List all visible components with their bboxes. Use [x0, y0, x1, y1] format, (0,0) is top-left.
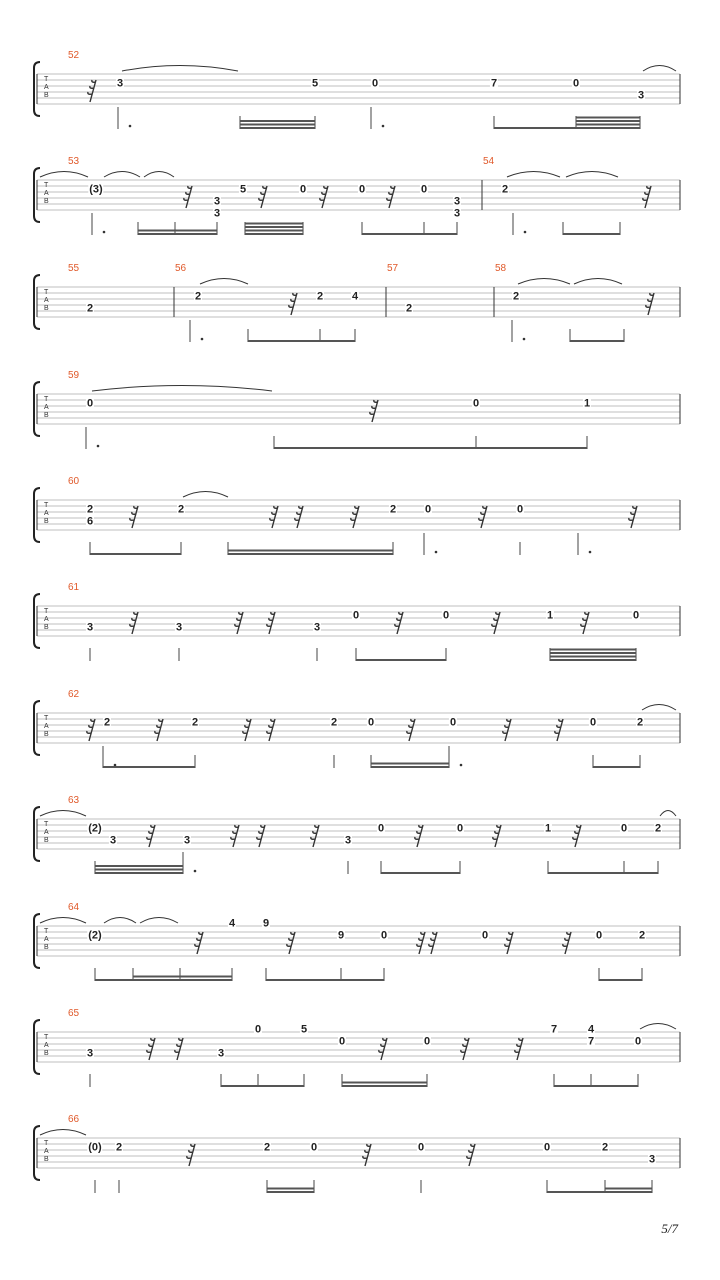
- rest: [295, 506, 303, 528]
- tab-clef-letter: B: [44, 624, 49, 631]
- rest: [257, 825, 265, 847]
- rest: [515, 1038, 523, 1060]
- beam: [605, 1188, 652, 1190]
- rest: [267, 719, 275, 741]
- tab-system: [0, 683, 720, 793]
- fret-number: (0): [88, 1141, 102, 1154]
- measure-number: 55: [68, 263, 80, 274]
- dot: [523, 338, 526, 341]
- measure-number: 58: [495, 263, 507, 274]
- fret-number: 0: [449, 716, 457, 729]
- rest: [243, 719, 251, 741]
- fret-number: (2): [88, 929, 102, 942]
- dot: [129, 125, 132, 128]
- fret-number: 3: [453, 207, 461, 220]
- rest: [88, 80, 96, 102]
- tie: [140, 918, 178, 924]
- measure-number: 53: [68, 156, 80, 167]
- beam: [240, 120, 315, 122]
- tab-system: [0, 896, 720, 1006]
- tab-system: [0, 364, 720, 474]
- beam: [95, 865, 183, 867]
- measure-number: 54: [483, 156, 495, 167]
- fret-number: 0: [86, 397, 94, 410]
- tab-system: [0, 150, 720, 260]
- fret-number: 2: [389, 503, 397, 516]
- tie: [40, 811, 86, 817]
- page-number: 5/7: [661, 1221, 678, 1236]
- rest: [563, 932, 571, 954]
- fret-number: 0: [572, 77, 580, 90]
- rest: [395, 612, 403, 634]
- fret-number: 0: [595, 929, 603, 942]
- fret-number: 0: [371, 77, 379, 90]
- fret-number: 3: [648, 1153, 656, 1166]
- fret-number: 0: [516, 503, 524, 516]
- beam: [356, 659, 446, 661]
- rest: [311, 825, 319, 847]
- fret-number: (2): [88, 822, 102, 835]
- fret-number: 0: [310, 1141, 318, 1154]
- fret-number: 2: [177, 503, 185, 516]
- rest: [231, 825, 239, 847]
- beam: [274, 447, 587, 449]
- tab-clef-letter: A: [44, 190, 49, 197]
- tab-clef-letter: A: [44, 84, 49, 91]
- tab-clef-letter: T: [44, 502, 49, 509]
- fret-number: 2: [316, 290, 324, 303]
- beam: [576, 120, 640, 122]
- fret-number: 1: [546, 609, 554, 622]
- tab-clef-letter: T: [44, 76, 49, 83]
- rest: [461, 1038, 469, 1060]
- rest: [363, 1144, 371, 1166]
- rest: [287, 932, 295, 954]
- fret-number: 0: [254, 1023, 262, 1036]
- beam: [576, 124, 640, 126]
- tab-clef-letter: B: [44, 412, 49, 419]
- beam: [494, 127, 576, 129]
- fret-number: 3: [116, 77, 124, 90]
- fret-number: 3: [86, 1047, 94, 1060]
- beam: [570, 340, 624, 342]
- tab-system: [0, 1002, 720, 1112]
- rest: [581, 612, 589, 634]
- rest: [130, 612, 138, 634]
- tie: [40, 172, 88, 178]
- beam: [342, 1085, 427, 1087]
- rest: [87, 719, 95, 741]
- fret-number: 0: [481, 929, 489, 942]
- dot: [435, 551, 438, 554]
- fret-number: 7: [587, 1035, 595, 1048]
- fret-number: 2: [191, 716, 199, 729]
- dot: [382, 125, 385, 128]
- fret-number: 1: [583, 397, 591, 410]
- beam: [245, 223, 303, 225]
- rest: [270, 506, 278, 528]
- rest: [415, 825, 423, 847]
- tie: [200, 279, 248, 285]
- rest: [370, 400, 378, 422]
- beam: [103, 766, 195, 768]
- fret-number: 3: [217, 1047, 225, 1060]
- measure-number: 65: [68, 1008, 80, 1019]
- tab-clef-letter: B: [44, 518, 49, 525]
- beam: [266, 979, 384, 981]
- tab-clef-letter: T: [44, 289, 49, 296]
- fret-number: 2: [115, 1141, 123, 1154]
- tab-system: [0, 1108, 720, 1218]
- fret-number: 0: [358, 183, 366, 196]
- fret-number: 2: [86, 302, 94, 315]
- tab-clef-letter: T: [44, 608, 49, 615]
- rest: [235, 612, 243, 634]
- beam: [95, 869, 183, 871]
- tab-clef-letter: B: [44, 305, 49, 312]
- beam: [138, 230, 217, 232]
- fret-number: 9: [262, 917, 270, 930]
- rest: [417, 932, 425, 954]
- tab-system: [0, 44, 720, 154]
- rest: [573, 825, 581, 847]
- fret-number: 2: [601, 1141, 609, 1154]
- fret-number: 0: [543, 1141, 551, 1154]
- dot: [524, 231, 527, 234]
- fret-number: 2: [501, 183, 509, 196]
- rest: [379, 1038, 387, 1060]
- beam: [267, 1188, 314, 1190]
- rest: [479, 506, 487, 528]
- beam: [605, 1191, 652, 1193]
- rest: [503, 719, 511, 741]
- fret-number: (3): [89, 183, 103, 196]
- beam: [550, 652, 636, 654]
- rest: [493, 825, 501, 847]
- rest: [289, 293, 297, 315]
- fret-number: 2: [194, 290, 202, 303]
- beam: [95, 872, 183, 874]
- beam: [228, 553, 393, 555]
- tie: [518, 279, 570, 285]
- tie: [566, 172, 618, 178]
- fret-number: 0: [417, 1141, 425, 1154]
- fret-number: 0: [634, 1035, 642, 1048]
- rest: [175, 1038, 183, 1060]
- fret-number: 2: [103, 716, 111, 729]
- fret-number: 0: [352, 609, 360, 622]
- rest: [155, 719, 163, 741]
- fret-number: 3: [183, 834, 191, 847]
- fret-number: 0: [472, 397, 480, 410]
- rest: [351, 506, 359, 528]
- measure-number: 62: [68, 689, 80, 700]
- fret-number: 0: [380, 929, 388, 942]
- beam: [240, 124, 315, 126]
- measure-number: 52: [68, 50, 80, 61]
- tab-clef-letter: A: [44, 936, 49, 943]
- beam: [550, 656, 636, 658]
- beam: [563, 233, 620, 235]
- fret-number: 2: [263, 1141, 271, 1154]
- fret-number: 7: [490, 77, 498, 90]
- beam: [228, 550, 393, 552]
- rest: [147, 825, 155, 847]
- fret-number: 2: [638, 929, 646, 942]
- tie: [144, 172, 174, 178]
- rest: [492, 612, 500, 634]
- fret-number: 2: [330, 716, 338, 729]
- measure-number: 61: [68, 582, 80, 593]
- tie: [40, 1130, 86, 1136]
- beam: [381, 872, 460, 874]
- measure-number: 59: [68, 370, 80, 381]
- rest: [646, 293, 654, 315]
- rest: [387, 186, 395, 208]
- beam: [267, 1191, 314, 1193]
- fret-number: 0: [589, 716, 597, 729]
- dot: [194, 870, 197, 873]
- rest: [130, 506, 138, 528]
- measure-number: 63: [68, 795, 80, 806]
- fret-number: 3: [213, 207, 221, 220]
- fret-number: 3: [313, 621, 321, 634]
- beam: [371, 763, 449, 765]
- beam: [240, 127, 315, 129]
- fret-number: 0: [377, 822, 385, 835]
- fret-number: 7: [550, 1023, 558, 1036]
- tab-clef-letter: B: [44, 731, 49, 738]
- beam: [342, 1082, 427, 1084]
- fret-number: 3: [109, 834, 117, 847]
- fret-number: 3: [344, 834, 352, 847]
- rest: [407, 719, 415, 741]
- tie: [104, 172, 140, 178]
- tab-system: [0, 576, 720, 686]
- tab-clef-letter: T: [44, 715, 49, 722]
- beam: [550, 659, 636, 661]
- beam: [362, 233, 457, 235]
- beam: [554, 1085, 638, 1087]
- fret-number: 5: [311, 77, 319, 90]
- tab-clef-letter: A: [44, 404, 49, 411]
- measure-number: 57: [387, 263, 399, 274]
- fret-number: 1: [544, 822, 552, 835]
- fret-number: 0: [367, 716, 375, 729]
- fret-number: 0: [456, 822, 464, 835]
- tab-clef-letter: B: [44, 837, 49, 844]
- rest: [505, 932, 513, 954]
- beam: [593, 766, 640, 768]
- measure-number: 66: [68, 1114, 80, 1125]
- fret-number: 4: [351, 290, 359, 303]
- beam: [550, 649, 636, 651]
- measure-number: 60: [68, 476, 80, 487]
- beam: [133, 979, 232, 981]
- tab-clef-letter: B: [44, 198, 49, 205]
- fret-number: 0: [632, 609, 640, 622]
- tab-clef-letter: B: [44, 1156, 49, 1163]
- tab-clef-letter: A: [44, 1148, 49, 1155]
- tie: [507, 172, 560, 178]
- fret-number: 4: [228, 917, 236, 930]
- tab-clef-letter: A: [44, 297, 49, 304]
- tie: [122, 66, 238, 72]
- beam: [245, 233, 303, 235]
- tab-clef-letter: A: [44, 723, 49, 730]
- beam: [576, 127, 640, 129]
- fret-number: 3: [213, 195, 221, 208]
- tab-clef-letter: T: [44, 1140, 49, 1147]
- rest: [259, 186, 267, 208]
- tie: [574, 279, 622, 285]
- tab-clef-letter: A: [44, 1042, 49, 1049]
- rest: [643, 186, 651, 208]
- fret-number: 0: [338, 1035, 346, 1048]
- tie: [640, 1024, 676, 1030]
- tab-clef-letter: B: [44, 92, 49, 99]
- fret-number: 9: [337, 929, 345, 942]
- beam: [548, 872, 658, 874]
- tab-clef-letter: T: [44, 182, 49, 189]
- tab-clef-letter: A: [44, 829, 49, 836]
- fret-number: 0: [299, 183, 307, 196]
- measure-number: 56: [175, 263, 187, 274]
- fret-number: 5: [239, 183, 247, 196]
- tab-clef-letter: A: [44, 510, 49, 517]
- fret-number: 3: [175, 621, 183, 634]
- tab-clef-letter: B: [44, 944, 49, 951]
- dot: [114, 764, 117, 767]
- dot: [97, 445, 100, 448]
- fret-number: 3: [453, 195, 461, 208]
- rest: [184, 186, 192, 208]
- tie: [40, 918, 86, 924]
- rest: [147, 1038, 155, 1060]
- rest: [187, 1144, 195, 1166]
- rest: [267, 612, 275, 634]
- fret-number: 6: [86, 515, 94, 528]
- fret-number: 3: [637, 89, 645, 102]
- beam: [245, 226, 303, 228]
- measure-number: 64: [68, 902, 80, 913]
- beam: [248, 340, 355, 342]
- tab-clef-letter: T: [44, 928, 49, 935]
- rest: [629, 506, 637, 528]
- tie: [643, 66, 676, 72]
- fret-number: 5: [300, 1023, 308, 1036]
- rest: [467, 1144, 475, 1166]
- beam: [576, 117, 640, 119]
- tie: [642, 705, 676, 711]
- fret-number: 0: [424, 503, 432, 516]
- rest: [555, 719, 563, 741]
- beam: [133, 976, 232, 978]
- tab-clef-letter: B: [44, 1050, 49, 1057]
- dot: [201, 338, 204, 341]
- tab-system: [0, 257, 720, 367]
- rest: [195, 932, 203, 954]
- fret-number: 0: [423, 1035, 431, 1048]
- beam: [371, 766, 449, 768]
- fret-number: 0: [420, 183, 428, 196]
- dot: [460, 764, 463, 767]
- tab-clef-letter: T: [44, 821, 49, 828]
- tab-clef-letter: A: [44, 616, 49, 623]
- beam: [138, 233, 217, 235]
- rest: [320, 186, 328, 208]
- fret-number: 4: [587, 1023, 595, 1036]
- tie: [660, 811, 676, 817]
- fret-number: 2: [405, 302, 413, 315]
- beam: [221, 1085, 304, 1087]
- tab-clef-letter: T: [44, 396, 49, 403]
- fret-number: 0: [442, 609, 450, 622]
- beam: [90, 553, 181, 555]
- tie: [104, 918, 136, 924]
- tie: [183, 492, 228, 498]
- tab-system: [0, 470, 720, 580]
- fret-number: 2: [512, 290, 520, 303]
- tie: [92, 386, 272, 392]
- tab-clef-letter: T: [44, 1034, 49, 1041]
- rest: [429, 932, 437, 954]
- fret-number: 3: [86, 621, 94, 634]
- beam: [599, 979, 642, 981]
- fret-number: 2: [654, 822, 662, 835]
- fret-number: 2: [86, 503, 94, 516]
- dot: [103, 231, 106, 234]
- dot: [589, 551, 592, 554]
- fret-number: 2: [636, 716, 644, 729]
- fret-number: 0: [620, 822, 628, 835]
- beam: [245, 230, 303, 232]
